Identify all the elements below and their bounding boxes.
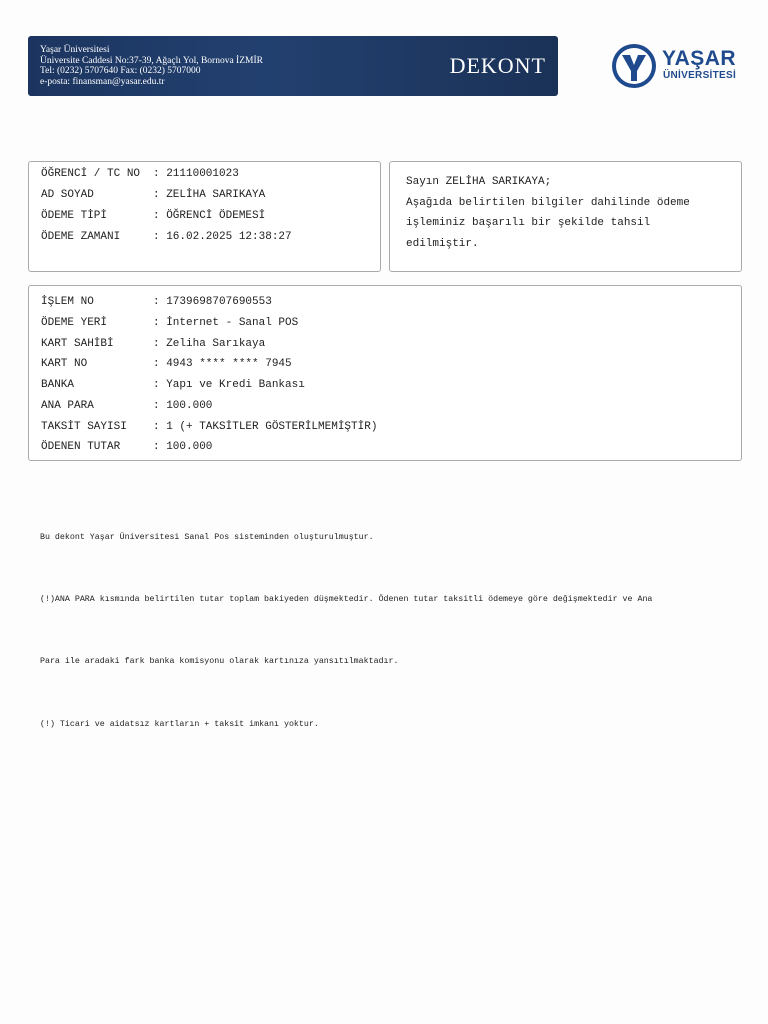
info-row — [41, 338, 265, 350]
info-label: ÖDEME YERİ — [41, 317, 108, 329]
info-row — [41, 168, 239, 180]
logo-wordmark: YAŞAR — [662, 47, 737, 70]
info-label: KART NO — [41, 358, 88, 370]
footnotes — [40, 486, 740, 756]
info-value: : İnternet - Sanal POS — [153, 317, 299, 329]
header-banner — [28, 36, 558, 96]
university-logo — [610, 43, 750, 89]
info-row — [41, 400, 212, 412]
info-value: : 21110001023 — [153, 168, 239, 180]
info-value: : ZELİHA SARIKAYA — [153, 189, 266, 201]
footnote: (!)ANA PARA kısmında belirtilen tutar toplam bakiyeden düşmektedir. Ödenen tutar taksitli ödemeye göre değişmektedir ve Ana — [40, 594, 653, 604]
transaction-box — [28, 285, 742, 461]
info-row — [41, 317, 298, 329]
info-row — [41, 358, 292, 370]
footnote: Para ile aradaki fark banka komisyonu olarak kartınıza yansıtılmaktadır. — [40, 657, 399, 667]
address-line: Üniversite Caddesi No:37-39, Ağaçlı Yol, Bornova İZMİR — [40, 55, 263, 66]
address-line: Tel: (0232) 5707640 Fax: (0232) 5707000 — [40, 66, 201, 76]
info-value: : 100.000 — [153, 400, 213, 412]
message-body: Aşağıda belirtilen bilgiler dahilinde ödeme işleminiz başarılı bir şekilde tahsil edilmiştir. — [406, 196, 690, 251]
info-label: ÖDEME TİPİ — [41, 210, 108, 222]
university-address — [40, 45, 263, 87]
info-label: ÖDENEN TUTAR — [41, 441, 121, 453]
logo-subtitle: ÜNİVERSİTESİ — [663, 70, 737, 81]
shield-emblem-icon — [610, 43, 658, 89]
info-row — [41, 231, 292, 243]
confirmation-message — [406, 172, 726, 255]
info-label: ÖDEME ZAMANI — [41, 231, 121, 243]
greeting: Sayın ZELİHA SARIKAYA; — [406, 176, 552, 188]
address-line: Yaşar Üniversitesi — [40, 45, 110, 55]
info-row — [41, 296, 272, 308]
info-label: TAKSİT SAYISI — [41, 421, 127, 433]
address-line: e-posta: finansman@yasar.edu.tr — [40, 76, 165, 87]
info-value: : ÖĞRENCİ ÖDEMESİ — [153, 210, 266, 222]
info-value: : Yapı ve Kredi Bankası — [153, 379, 305, 391]
info-row — [41, 379, 305, 391]
info-value: : Zeliha Sarıkaya — [153, 338, 266, 350]
document-title: DEKONT — [449, 53, 546, 78]
footnote: (!) Ticari ve aidatsız kartların + taksit imkanı yoktur. — [40, 719, 319, 729]
info-value: : 4943 **** **** 7945 — [153, 358, 292, 370]
info-value: : 100.000 — [153, 441, 213, 453]
info-value: : 1739698707690553 — [153, 296, 272, 308]
message-box — [389, 161, 742, 272]
info-label: AD SOYAD — [41, 189, 94, 201]
footnote: Bu dekont Yaşar Üniversitesi Sanal Pos sisteminden oluşturulmuştur. — [40, 532, 374, 542]
info-label: BANKA — [41, 379, 75, 391]
info-label: ÖĞRENCİ / TC NO — [41, 168, 141, 180]
info-row — [41, 210, 265, 222]
info-label: ANA PARA — [41, 400, 94, 412]
info-row — [41, 189, 265, 201]
student-info-box — [28, 161, 381, 272]
info-value: : 16.02.2025 12:38:27 — [153, 231, 292, 243]
info-row — [41, 441, 212, 453]
info-label: KART SAHİBİ — [41, 338, 114, 350]
info-row — [41, 421, 377, 433]
info-value: : 1 (+ TAKSİTLER GÖSTERİLMEMİŞTİR) — [153, 421, 378, 433]
info-label: İŞLEM NO — [41, 296, 94, 308]
